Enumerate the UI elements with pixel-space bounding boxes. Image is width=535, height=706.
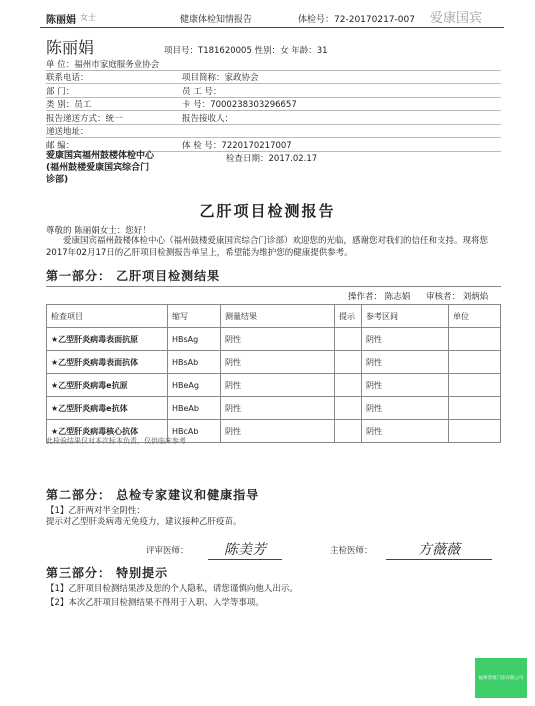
info-row-zip: 邮 编： 体 检 号：7220170217007: [46, 139, 501, 152]
reviewer-doctor-label: 评审医师：: [146, 546, 189, 556]
intro-paragraph: 爱康国宾福州鼓楼体检中心（福州鼓楼爱康国宾综合门诊部）欢迎您的光临，感谢您对我们的信任和支持。现将您2017年02月17日的乙肝项目检测报告单呈上，希望能为维护您的健康提供参考。: [46, 236, 489, 258]
part2-title: 第二部分： 总检专家建议和健康指导: [46, 488, 260, 502]
exam-center: 爱康国宾福州鼓楼体检中心 (福州鼓楼爱康国宾综合门 诊部): [46, 151, 155, 185]
reviewer: 审核者： 刘炳焰: [426, 292, 489, 302]
part1-title: 第一部分： 乙肝项目检测结果: [46, 269, 221, 283]
header-doc-title: 健康体检知情报告: [180, 15, 253, 25]
th-hint: 提示: [335, 305, 362, 328]
result-table: [46, 304, 501, 443]
info-row-unit: 单 位：福州市家庭服务业协会: [46, 58, 501, 71]
note-1: 【1】乙肝项目检测结果涉及您的个人隐私，请您谨慎向他人出示。: [46, 584, 298, 594]
greeting: 尊敬的 陈丽娟女士：您好！: [46, 226, 151, 236]
table-row: ★乙型肝炎病毒e抗体 HBeAb 阴性 阴性: [47, 397, 501, 420]
header-gender: 女士: [80, 13, 96, 22]
th-unit: 单位: [449, 305, 501, 328]
report-title: 乙肝项目检测报告: [199, 202, 336, 220]
table-row: ★乙型肝炎病毒表面抗体 HBsAb 阴性 阴性: [47, 351, 501, 374]
table-header-row: [47, 305, 501, 328]
table-row: ★乙型肝炎病毒核心抗体 HBcAb 阴性 阴性: [47, 420, 501, 443]
th-result: 测量结果: [221, 305, 335, 328]
th-abbr: 缩写: [168, 305, 221, 328]
green-stamp: 福州善康门诊有限公司: [475, 658, 527, 698]
table-row: ★乙型肝炎病毒e抗原 HBeAg 阴性 阴性: [47, 374, 501, 397]
info-row-address: 递送地址：: [46, 125, 501, 138]
th-range: 参考区间: [362, 305, 449, 328]
chief-signature: 方薇薇: [386, 539, 492, 560]
note-2: 【2】本次乙肝项目检测结果不得用于入职、入学等事项。: [46, 598, 264, 608]
operator: 操作者： 陈志娟: [348, 292, 411, 302]
th-item: 检查项目: [47, 305, 168, 328]
brand-logo: 爱康国宾: [430, 11, 483, 26]
patient-project-line: 项目号：T181620005 性别：女 年龄：31: [164, 46, 328, 56]
header-patient-name: 陈丽娟: [46, 15, 76, 26]
patient-name: 陈丽娟: [46, 38, 95, 57]
advice-text: 提示对乙型肝炎病毒无免疫力，建议接种乙肝疫苗。: [46, 517, 242, 527]
header-exam-no: 体检号：72-20170217-007: [298, 15, 415, 25]
chief-doctor-label: 主检医师：: [330, 546, 373, 556]
page-header: [0, 0, 535, 30]
exam-date: 检查日期：2017.02.17: [226, 154, 318, 164]
part3-title: 第三部分： 特别提示: [46, 566, 169, 580]
header-divider: [40, 27, 504, 28]
advice-item: 【1】乙肝两对半全阴性：: [46, 506, 145, 516]
part1-divider: [46, 286, 501, 287]
table-footnote: 此检验结果仅对本次标本负责，仅供临床参考: [46, 437, 186, 445]
info-row-dept: 部 门： 员 工 号：: [46, 85, 501, 98]
info-row-phone: 联系电话： 项目简称：家政协会: [46, 71, 501, 84]
info-row-delivery: 报告递送方式：统一 报告接收人：: [46, 112, 501, 125]
table-row: ★乙型肝炎病毒表面抗原 HBsAg 阴性 阴性: [47, 328, 501, 351]
reviewer-signature: 陈美芳: [208, 539, 282, 560]
info-row-category: 类 别：员工 卡 号：7000238303296657: [46, 98, 501, 111]
